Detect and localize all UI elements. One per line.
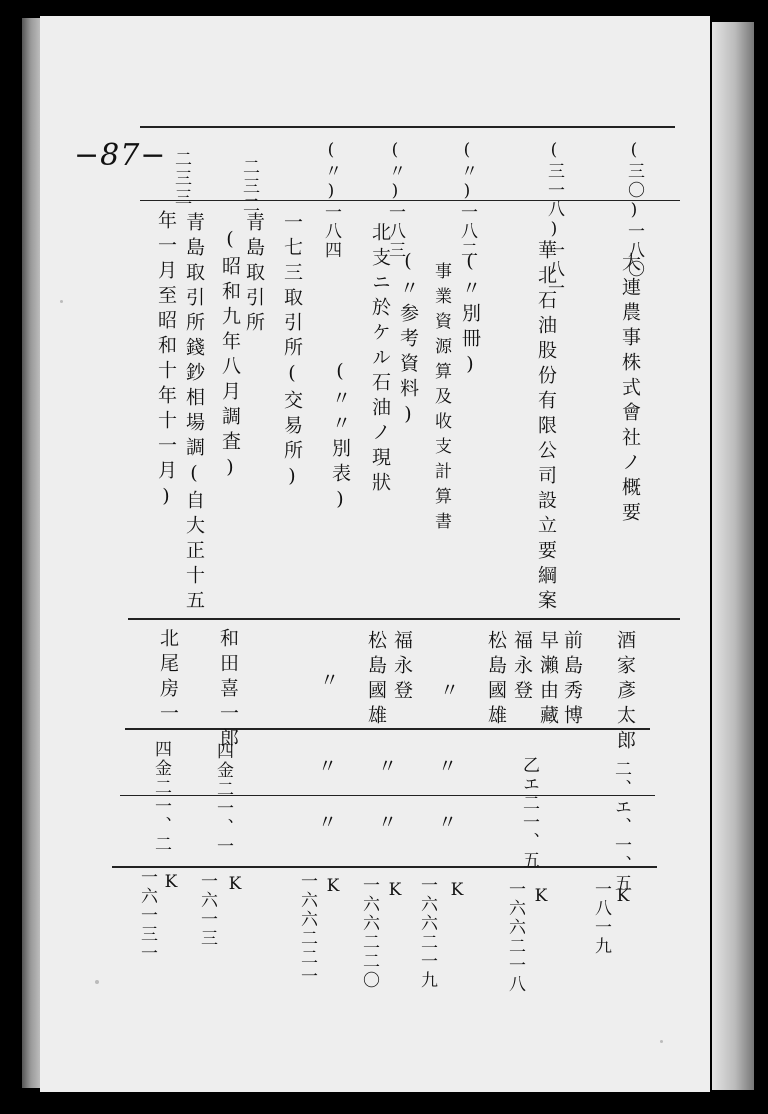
row-5-code-2: 〃 <box>315 812 337 837</box>
row-6-title-3: (昭和九年八月調査) <box>219 228 241 484</box>
row-6-title: 一七三取引所(交易所) <box>281 212 303 493</box>
row-2-person-d: 松島國雄 <box>485 630 507 730</box>
row-2-number: (三一八)一八一 <box>544 140 564 298</box>
row-6-page: 一六一三 <box>197 872 217 948</box>
title-column-rule <box>128 618 680 620</box>
row-4-title: (〃参考資料) <box>397 250 419 431</box>
row-1-number: (三〇)一八〇 <box>624 140 644 279</box>
row-2-k: K <box>531 886 551 908</box>
row-1-person: 酒家彥太郎 <box>614 630 636 755</box>
row-5-code: 〃 <box>315 756 337 781</box>
row-3-page: 一六六二一九 <box>417 876 437 990</box>
row-5-k: K <box>323 876 343 898</box>
row-7-title-2: 年一月至昭和十年十一月) <box>155 210 177 513</box>
row-6-title-2: 青島取引所 <box>243 212 265 337</box>
row-2-title: 華北石油股份有限公司設立要綱案 <box>535 240 557 615</box>
row-5-title: (〃〃別表) <box>329 360 351 516</box>
row-2-person-a: 前島秀博 <box>561 630 583 730</box>
row-3-k: K <box>447 880 467 902</box>
number-column-rule <box>140 200 680 201</box>
row-3-code: 〃 <box>435 756 457 781</box>
row-5-number: (〃)一八四 <box>321 140 341 260</box>
k-column-rule <box>112 866 657 868</box>
page-folio: −87− <box>74 138 167 173</box>
row-3-code-2: 〃 <box>435 812 457 837</box>
row-4-page: 一六六二二〇 <box>359 876 379 990</box>
row-1-code: 二、エ、一、五 <box>611 760 631 893</box>
row-4-person-b: 松島國雄 <box>365 630 387 730</box>
row-6-code: 四金二一、一 <box>213 742 233 856</box>
code-column-rule <box>120 795 655 796</box>
row-7-person: 北尾房一 <box>157 628 179 728</box>
row-2-page: 一六六二一八 <box>505 880 525 994</box>
row-4-k: K <box>385 880 405 902</box>
row-2-code: 乙エ二一、五 <box>519 756 539 870</box>
row-4-code-2: 〃 <box>375 812 397 837</box>
row-7-code: 四金二一、二 <box>151 740 171 854</box>
row-1-title: 大連農事株式會社ノ概要 <box>619 252 641 527</box>
row-7-title: 青島取引所錢鈔相場調(自大正十五 <box>183 212 205 615</box>
row-4-title-2: 北支ニ於ケル石油ノ現狀 <box>369 222 391 497</box>
row-5-person: 〃 <box>317 670 339 695</box>
scan-speck <box>95 980 99 984</box>
table-top-rule <box>140 126 675 128</box>
row-3-number: (〃)一八二 <box>457 140 477 260</box>
row-3-person: 〃 <box>437 680 459 705</box>
row-1-page: 一八一九 <box>591 880 611 956</box>
row-6-person: 和田喜一郎 <box>217 628 239 753</box>
row-4-person-a: 福永登 <box>391 630 413 705</box>
row-5-page: 一六六二二一 <box>297 872 317 986</box>
row-1-k: K <box>613 886 633 908</box>
scan-speck <box>60 300 63 303</box>
scan-speck <box>660 1040 663 1043</box>
row-6-k: K <box>225 874 245 896</box>
row-3-title-2: 事業資源算及收支計算書 <box>431 262 451 537</box>
row-7-page: 一六一三一 <box>137 868 157 963</box>
row-4-number: (〃)一八三 <box>385 140 405 260</box>
row-7-k: K <box>161 872 181 894</box>
row-2-person-c: 福永登 <box>511 630 533 705</box>
row-3-title: (〃別冊) <box>459 250 481 381</box>
row-7-number: 二三三 <box>171 150 191 207</box>
row-6-number: 二三二 <box>239 158 259 215</box>
row-4-code: 〃 <box>375 756 397 781</box>
scan-next-page-edge <box>712 22 754 1090</box>
row-2-person-b: 早瀨由藏 <box>537 630 559 730</box>
